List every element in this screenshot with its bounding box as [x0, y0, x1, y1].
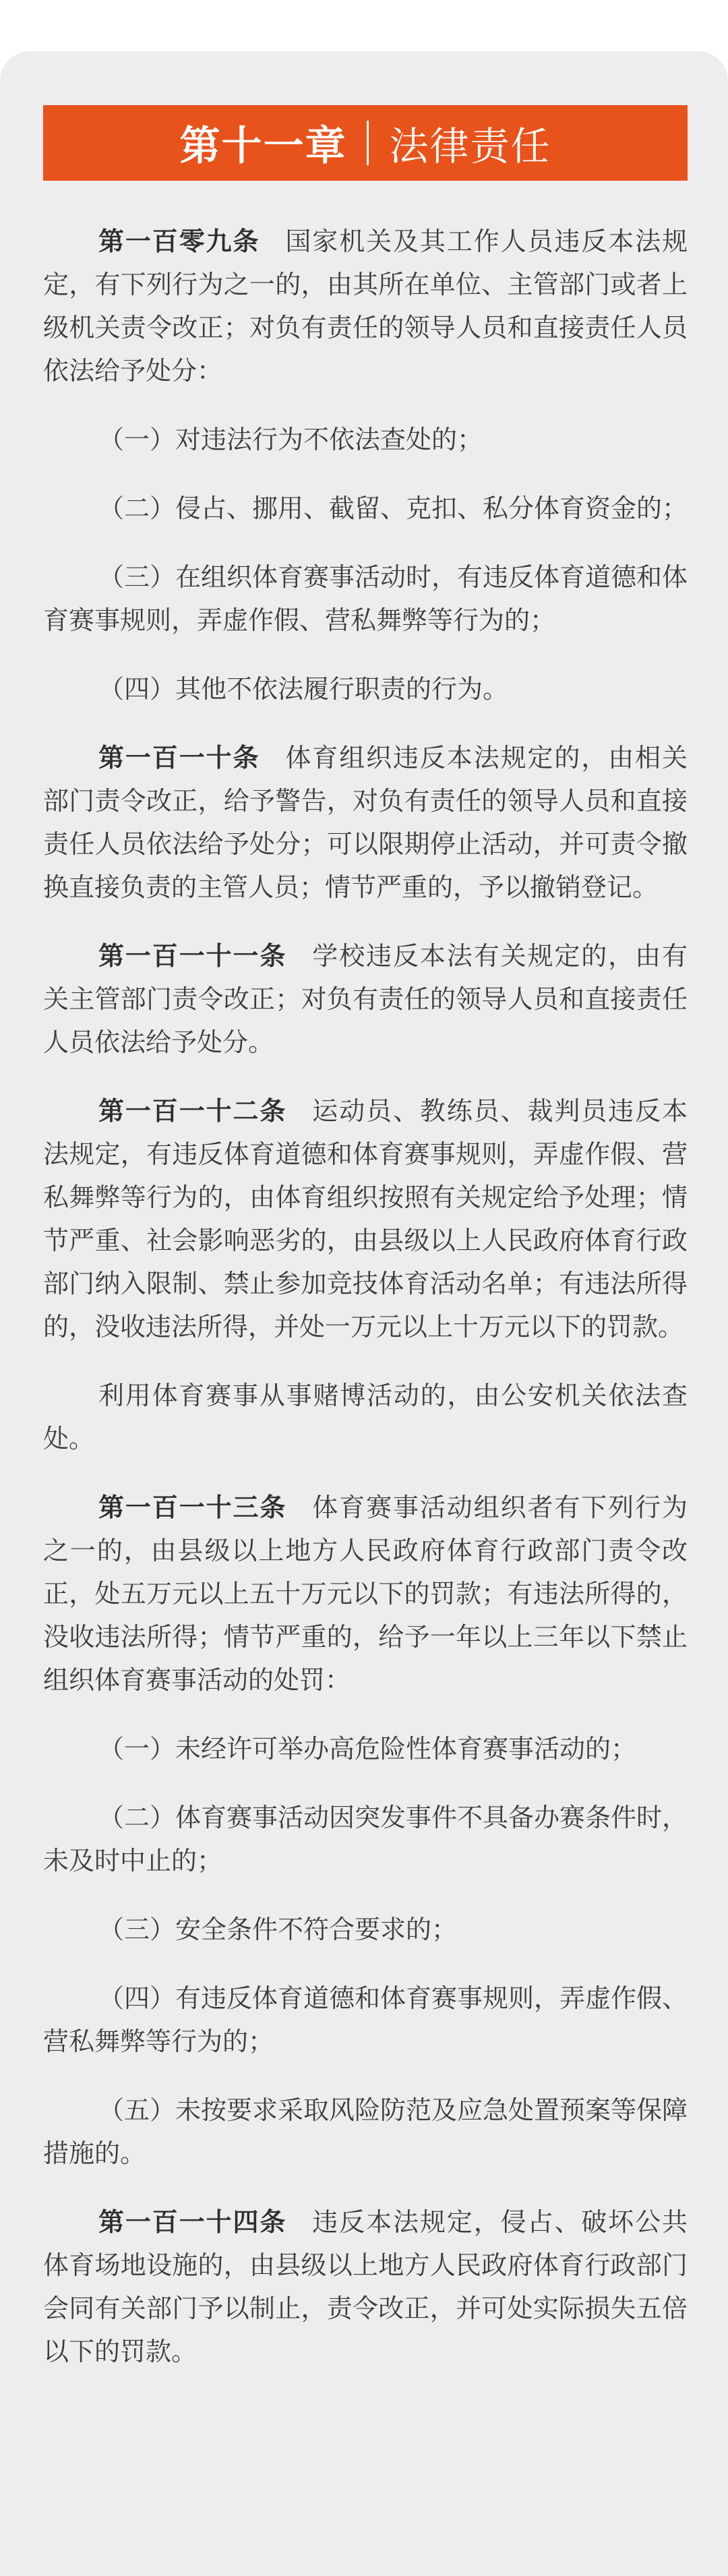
paragraph	[43, 1727, 688, 1770]
chapter-body	[43, 220, 688, 2399]
article-number: 第一百零九条	[98, 227, 260, 256]
paragraph	[43, 1374, 688, 1460]
chapter-title: 法律责任	[389, 123, 551, 169]
article-number: 第一百一十条	[98, 743, 260, 773]
paragraph-text: （四）其他不依法履行职责的行为。	[98, 674, 509, 704]
paragraph-text: 体育赛事活动组织者有下列行为之一的，由县级以上地方人民政府体育行政部门责令改正，处五万元以上五十万元以下的罚款；有违法所得的，没收违法所得；情节严重的，给予一年以上三年以下禁止组织体育赛事活动的处罚：	[43, 1493, 688, 1695]
paragraph	[43, 487, 688, 530]
banner-divider	[367, 121, 369, 165]
paragraph	[43, 1089, 688, 1348]
article-number: 第一百一十四条	[98, 2207, 287, 2237]
article-card	[0, 51, 728, 2576]
paragraph-text: （二）体育赛事活动因突发事件不具备办赛条件时，未及时中止的；	[43, 1803, 688, 1876]
paragraph	[43, 1486, 688, 1702]
paragraph	[43, 220, 688, 392]
paragraph-text: 国家机关及其工作人员违反本法规定，有下列行为之一的，由其所在单位、主管部门或者上级机关责令改正；对负有责任的领导人员和直接责任人员依法给予处分：	[43, 227, 688, 386]
paragraph	[43, 934, 688, 1064]
article-number: 第一百一十二条	[98, 1096, 287, 1126]
paragraph	[43, 2089, 688, 2175]
paragraph	[43, 1908, 688, 1951]
paragraph	[43, 667, 688, 711]
paragraph-text: （三）安全条件不符合要求的；	[98, 1915, 458, 1944]
paragraph	[43, 736, 688, 909]
paragraph-text: （一）未经许可举办高危险性体育赛事活动的；	[98, 1734, 637, 1764]
paragraph-text: 利用体育赛事从事赌博活动的，由公安机关依法查处。	[43, 1381, 688, 1454]
paragraph	[43, 1977, 688, 2063]
paragraph-text: 体育组织违反本法规定的，由相关部门责令改正，给予警告，对负有责任的领导人员和直接责任人员依法给予处分；可以限期停止活动，并可责令撤换直接负责的主管人员；情节严重的，予以撤销登记。	[43, 743, 688, 902]
paragraph	[43, 1796, 688, 1882]
chapter-number: 第十一章	[179, 123, 347, 170]
paragraph-text: 违反本法规定，侵占、破坏公共体育场地设施的，由县级以上地方人民政府体育行政部门会同有关部门予以制止，责令改正，并可处实际损失五倍以下的罚款。	[43, 2207, 688, 2366]
paragraph	[43, 2200, 688, 2373]
paragraph-text: 运动员、教练员、裁判员违反本法规定，有违反体育道德和体育赛事规则，弄虚作假、营私舞弊等行为的，由体育组织按照有关规定给予处理；情节严重、社会影响恶劣的，由县级以上人民政府体育行政部门纳入限制、禁止参加竞技体育活动名单；有违法所得的，没收违法所得，并处一万元以上十万元以下的罚款。	[43, 1096, 688, 1342]
paragraph-text: 学校违反本法有关规定的，由有关主管部门责令改正；对负有责任的领导人员和直接责任人员依法给予处分。	[43, 941, 688, 1057]
paragraph	[43, 418, 688, 461]
paragraph-text: （五）未按要求采取风险防范及应急处置预案等保障措施的。	[43, 2095, 688, 2168]
paragraph-text: （一）对违法行为不依法查处的；	[98, 425, 483, 454]
paragraph	[43, 556, 688, 642]
article-number: 第一百一十一条	[98, 941, 287, 971]
chapter-banner	[43, 105, 688, 181]
paragraph-text: （四）有违反体育道德和体育赛事规则，弄虚作假、营私舞弊等行为的；	[43, 1983, 688, 2056]
paragraph-text: （三）在组织体育赛事活动时，有违反体育道德和体育赛事规则，弄虚作假、营私舞弊等行为的；	[43, 562, 688, 635]
paragraph-text: （二）侵占、挪用、截留、克扣、私分体育资金的；	[98, 493, 688, 523]
article-number: 第一百一十三条	[98, 1493, 287, 1522]
